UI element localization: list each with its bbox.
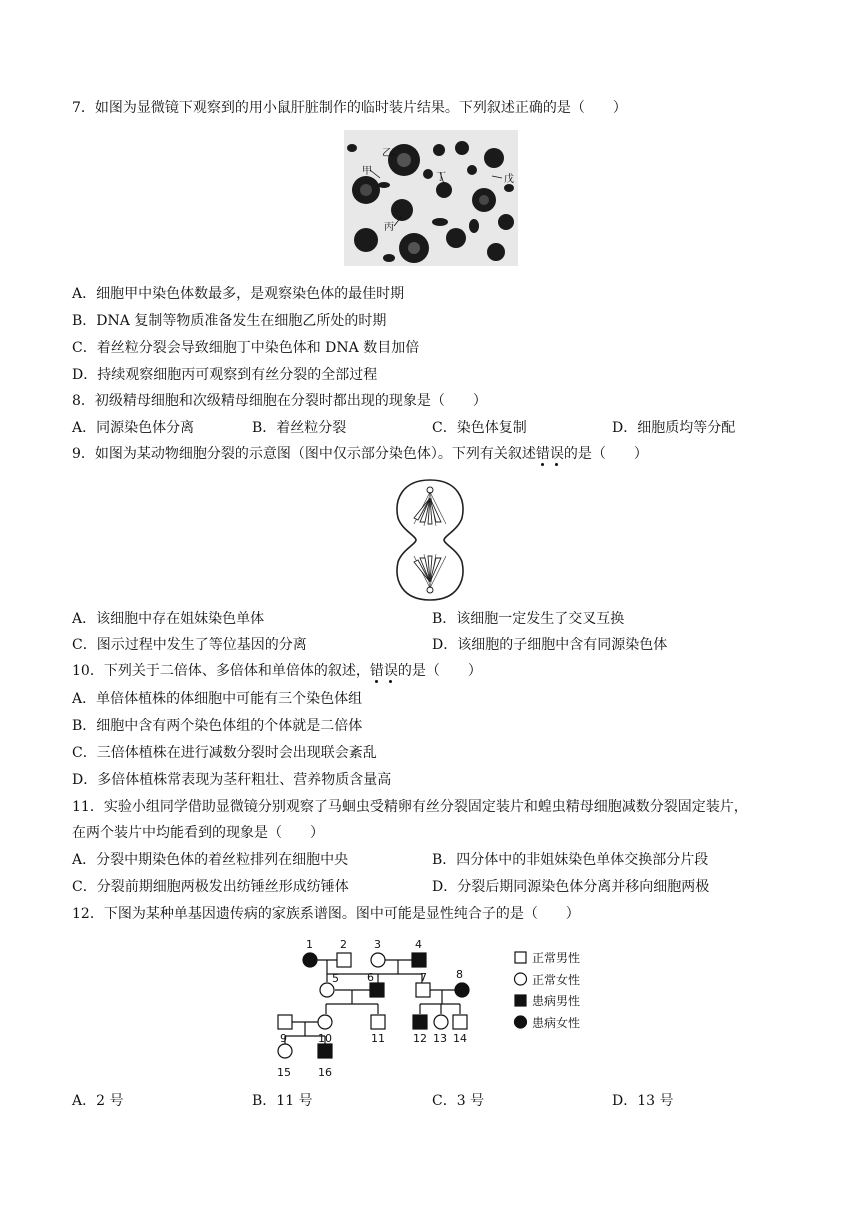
pedigree-num-15: 15 <box>277 1066 291 1079</box>
q10-option-a[interactable]: A．单倍体植株的体细胞中可能有三个染色体组 <box>72 691 363 707</box>
pedigree-num-1: 1 <box>306 938 313 951</box>
q7-micrograph <box>344 130 518 266</box>
q9-stem-part2: 的是（ ） <box>563 446 648 462</box>
q8-stem: 8．初级精母细胞和次级精母细胞在分裂时都出现的现象是（ ） <box>72 393 487 409</box>
q9-stem-emphasis-1: 错 <box>535 446 550 462</box>
q11-option-d[interactable]: D．分裂后期同源染色体分离并移向细胞两极 <box>432 879 710 895</box>
pedigree-num-13: 13 <box>433 1032 447 1045</box>
legend-affected-male-label: 患病男性 <box>532 994 581 1008</box>
q12-option-d[interactable]: D．13 号 <box>612 1093 674 1109</box>
pedigree-num-6: 6 <box>367 971 374 984</box>
pedigree-num-5: 5 <box>332 972 339 985</box>
q8-option-c[interactable]: C．染色体复制 <box>432 420 527 436</box>
pedigree-num-14: 14 <box>453 1032 467 1045</box>
q9-stem-emphasis-2: 误 <box>549 446 564 462</box>
legend-normal-female-label: 正常女性 <box>532 973 581 987</box>
q11-stem-line-1: 11．实验小组同学借助显微镜分别观察了马蛔虫受精卵有丝分裂固定装片和蝗虫精母细胞减数分裂固定装片， <box>72 799 748 815</box>
q10-stem <box>72 661 482 681</box>
q10-stem-emphasis-2: 误 <box>383 663 398 679</box>
q9-cell-division-diagram <box>392 478 468 602</box>
legend-affected-female-label: 患病女性 <box>532 1016 581 1030</box>
pedigree-num-9: 9 <box>280 1032 287 1045</box>
q9-stem <box>72 444 648 464</box>
pedigree-num-10: 10 <box>318 1032 332 1045</box>
pedigree-num-8: 8 <box>456 968 463 981</box>
pedigree-num-2: 2 <box>340 938 347 951</box>
q12-option-a[interactable]: A．2 号 <box>72 1093 124 1109</box>
q10-stem-emphasis-1: 错 <box>369 663 384 679</box>
q12-pedigree-chart <box>270 932 600 1084</box>
q10-option-c[interactable]: C．三倍体植株在进行减数分裂时会出现联会紊乱 <box>72 745 377 761</box>
q9-option-d[interactable]: D．该细胞的子细胞中含有同源染色体 <box>432 637 668 653</box>
pedigree-num-4: 4 <box>415 938 422 951</box>
legend-normal-male-label: 正常男性 <box>532 951 581 965</box>
q11-option-b[interactable]: B．四分体中的非姐妹染色单体交换部分片段 <box>432 852 709 868</box>
q8-option-d[interactable]: D．细胞质均等分配 <box>612 420 736 436</box>
q10-option-d[interactable]: D．多倍体植株常表现为茎秆粗壮、营养物质含量高 <box>72 772 392 788</box>
q7-option-d[interactable]: D．持续观察细胞丙可观察到有丝分裂的全部过程 <box>72 367 378 383</box>
q11-stem-line-2: 在两个装片中均能看到的现象是（ ） <box>72 825 324 841</box>
q7-label-ding: 丁 <box>436 172 446 183</box>
q8-option-a[interactable]: A．同源染色体分离 <box>72 420 195 436</box>
legend-normal-female-icon <box>515 973 527 985</box>
q10-stem-part2: 的是（ ） <box>397 663 482 679</box>
pedigree-num-16: 16 <box>318 1066 332 1079</box>
q7-option-c[interactable]: C．着丝粒分裂会导致细胞丁中染色体和 DNA 数目加倍 <box>72 340 420 356</box>
q7-label-yi: 乙 <box>382 148 392 159</box>
q12-option-b[interactable]: B．11 号 <box>252 1093 313 1109</box>
q11-option-c[interactable]: C．分裂前期细胞两极发出纺锤丝形成纺锤体 <box>72 879 349 895</box>
q10-stem-part1: 10．下列关于二倍体、多倍体和单倍体的叙述， <box>72 663 370 679</box>
legend-affected-female-icon <box>515 1016 527 1028</box>
pedigree-num-3: 3 <box>374 938 381 951</box>
q7-label-wu: 戊 <box>504 174 514 185</box>
pedigree-num-11: 11 <box>371 1032 385 1045</box>
q8-option-b[interactable]: B．着丝粒分裂 <box>252 420 347 436</box>
q9-option-c[interactable]: C．图示过程中发生了等位基因的分离 <box>72 637 307 653</box>
q12-option-c[interactable]: C．3 号 <box>432 1093 485 1109</box>
pedigree-num-12: 12 <box>413 1032 427 1045</box>
q9-option-a[interactable]: A．该细胞中存在姐妹染色单体 <box>72 611 265 627</box>
pedigree-num-7: 7 <box>420 971 427 984</box>
legend-normal-male-icon <box>515 952 526 963</box>
q10-option-b[interactable]: B．细胞中含有两个染色体组的个体就是二倍体 <box>72 718 363 734</box>
q7-stem: 7．如图为显微镜下观察到的用小鼠肝脏制作的临时装片结果。下列叙述正确的是（ ） <box>72 100 627 116</box>
q12-stem: 12．下图为某种单基因遗传病的家族系谱图。图中可能是显性纯合子的是（ ） <box>72 906 580 922</box>
q7-label-jia: 甲 <box>362 166 372 177</box>
legend-affected-male-icon <box>515 995 526 1006</box>
q7-label-bing: 丙 <box>384 222 394 233</box>
q7-option-b[interactable]: B．DNA 复制等物质准备发生在细胞乙所处的时期 <box>72 313 387 329</box>
q9-option-b[interactable]: B．该细胞一定发生了交叉互换 <box>432 611 625 627</box>
q11-option-a[interactable]: A．分裂中期染色体的着丝粒排列在细胞中央 <box>72 852 349 868</box>
q7-option-a[interactable]: A．细胞甲中染色体数最多，是观察染色体的最佳时期 <box>72 286 405 302</box>
q9-stem-part1: 9．如图为某动物细胞分裂的示意图（图中仅示部分染色体）。下列有关叙述 <box>72 446 536 462</box>
